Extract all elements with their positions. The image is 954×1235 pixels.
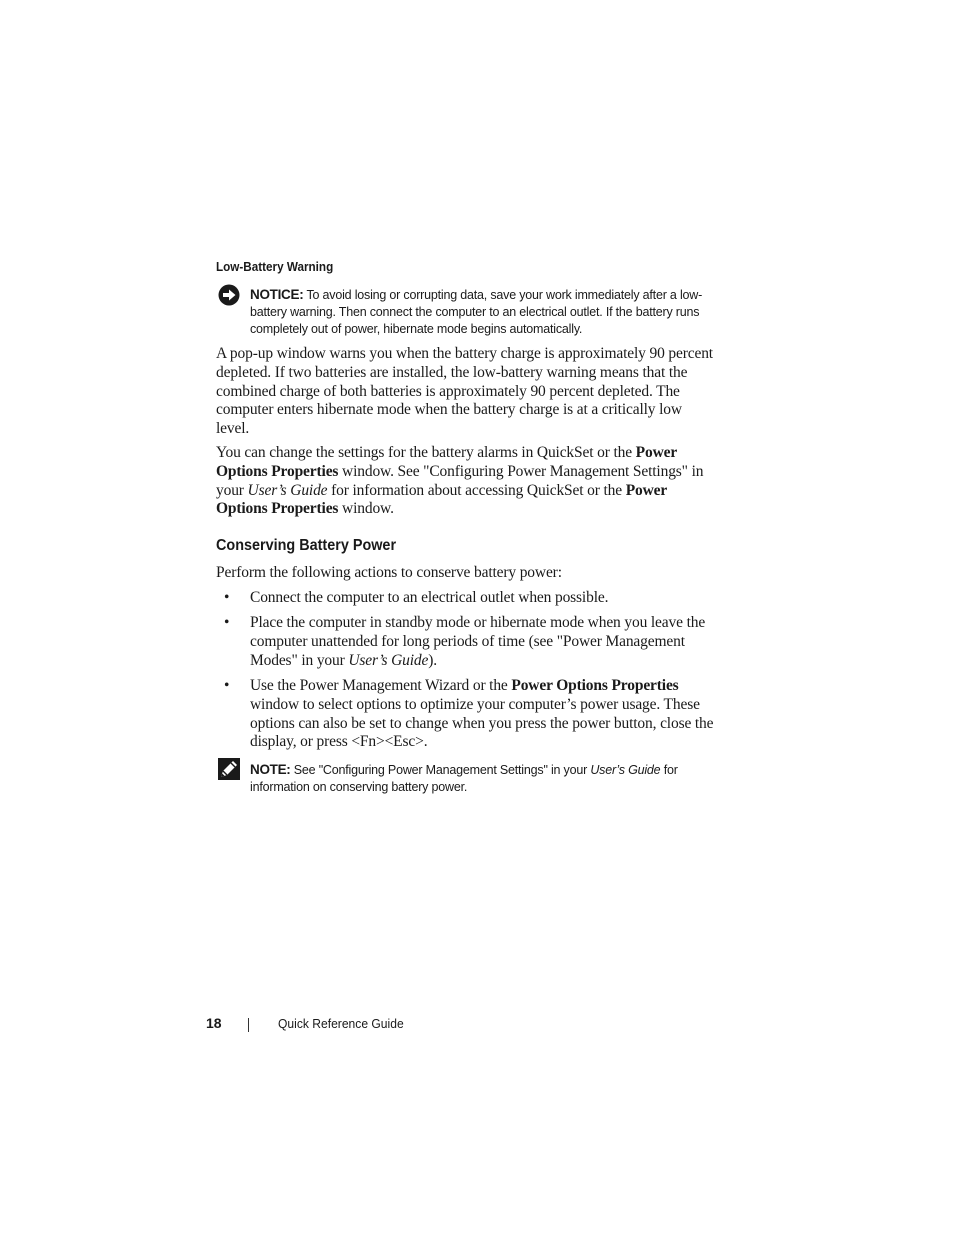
list-item-text: Connect the computer to an electrical outlet when possible. <box>250 589 609 606</box>
list-item-text: window to select options to optimize your computer’s power usage. These options can also be set to change when you press the power button, close the display, or press <Fn><Esc>. <box>250 695 714 751</box>
list-item <box>250 614 718 670</box>
paragraph-text: You can change the settings for the battery alarms in QuickSet or the <box>216 444 636 461</box>
note-callout <box>250 761 720 796</box>
list-item <box>250 589 718 608</box>
paragraph-text: Perform the following actions to conserve battery power: <box>216 564 562 581</box>
ui-term: Power Options Properties <box>216 481 667 518</box>
note-pencil-icon <box>218 758 240 780</box>
notice-callout <box>250 286 720 338</box>
page-number: 18 <box>206 1015 222 1031</box>
book-title: User’s Guide <box>247 481 328 499</box>
notice-label: NOTICE: <box>250 287 304 302</box>
footer-title: Quick Reference Guide <box>278 1016 404 1031</box>
note-text: for information on conserving battery power. <box>250 763 678 794</box>
book-title: User’s Guide <box>590 763 661 777</box>
list-item-text: ). <box>428 651 437 669</box>
intro-paragraph <box>216 564 716 583</box>
list-item-text: Use the Power Management Wizard or the <box>250 677 512 694</box>
bullet-marker: • <box>224 677 230 694</box>
notice-text: To avoid losing or corrupting data, save your work immediately after a low-battery warning. Then connect the computer to an electrical outlet. If the battery runs completely out of power, hibernate mode begins automatically. <box>250 288 703 336</box>
book-title: User’s Guide <box>348 651 429 669</box>
paragraph-text: for information about accessing QuickSet or the <box>327 481 626 499</box>
ui-term: Power Options Properties <box>511 677 679 694</box>
notice-arrow-icon <box>218 284 240 306</box>
note-text: See "Configuring Power Management Settings" in your <box>293 763 591 777</box>
list-item-text: Place the computer in standby mode or hibernate mode when you leave the computer unattended for long periods of time (see "Power Management Modes" in your <box>250 614 706 669</box>
section-heading: Low-Battery Warning <box>216 259 334 274</box>
footer-divider <box>248 1018 249 1032</box>
paragraph-low-battery <box>216 345 716 439</box>
note-label: NOTE: <box>250 762 291 777</box>
paragraph-text: window. <box>338 500 394 518</box>
paragraph-text: window. See "Configuring Power Management Settings" in your <box>216 462 704 499</box>
bullet-marker: • <box>224 589 230 606</box>
paragraph-text: A pop-up window warns you when the battery charge is approximately 90 percent depleted. If two batteries are installed, the low-battery warning means that the combined charge of both batteries is approximately 90 percent depleted. The computer enters hibernate mode when the battery charge is at a critically low level. <box>216 345 713 438</box>
ui-term: Power Options Properties <box>216 444 677 480</box>
list-item <box>250 677 718 752</box>
main-heading: Conserving Battery Power <box>216 537 397 554</box>
bullet-marker: • <box>224 614 230 631</box>
paragraph-settings <box>216 444 716 519</box>
